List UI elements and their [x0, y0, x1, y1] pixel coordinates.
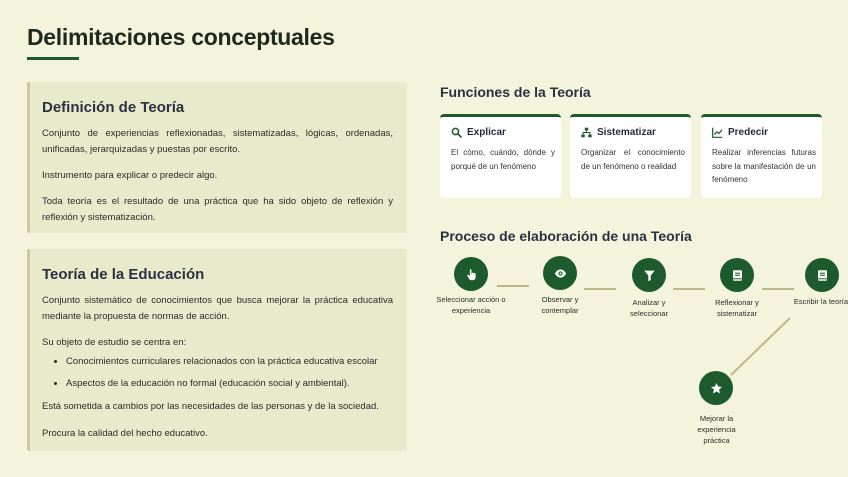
definicion-p2: Instrumento para explicar o predecir algo. — [42, 170, 218, 181]
step-label: Reflexionar y sistematizar — [715, 298, 759, 318]
chart-line-icon — [712, 127, 723, 138]
card-sistematizar — [570, 114, 691, 198]
educacion-p3: Está sometida a cambios por las necesidades de las personas y de la sociedad. — [42, 401, 379, 412]
connector-diagonal — [728, 316, 792, 378]
step-label: Seleccionar acción o experiencia — [436, 295, 506, 315]
filter-icon — [643, 269, 656, 282]
search-icon — [451, 127, 462, 138]
hand-pointer-icon — [465, 268, 478, 281]
card-text: Organizar el conocimiento de un fenómeno o realidad — [581, 148, 685, 171]
card-predecir — [701, 114, 822, 198]
step-mejorar — [699, 371, 733, 405]
step-label: Escribir la teoría — [793, 297, 848, 306]
step-reflexionar — [720, 258, 754, 292]
proceso-heading: Proceso de elaboración de una Teoría — [440, 228, 692, 244]
card-title: Explicar — [467, 127, 506, 138]
step-label: Observar y contemplar — [541, 295, 579, 315]
connector — [673, 288, 705, 290]
definicion-heading: Definición de Teoría — [42, 99, 185, 116]
title-underline — [27, 57, 79, 60]
eye-icon — [554, 267, 567, 280]
step-escribir — [805, 258, 839, 292]
step-analizar — [632, 258, 666, 292]
book-icon — [731, 269, 744, 282]
step-observar — [543, 256, 577, 290]
page-title: Delimitaciones conceptuales — [27, 24, 335, 50]
book-icon — [816, 269, 829, 282]
educacion-p2: Su objeto de estudio se centra en: — [42, 337, 187, 348]
educacion-p4: Procura la calidad del hecho educativo. — [42, 428, 208, 439]
card-title: Predecir — [728, 127, 769, 138]
educacion-bullet: • Aspectos de la educación no formal (educación social y ambiental). — [66, 373, 393, 395]
definicion-panel — [27, 82, 407, 233]
connector — [497, 285, 529, 287]
card-title: Sistematizar — [597, 127, 656, 138]
educacion-bullet: • Conocimientos curriculares relacionados con la práctica educativa escolar — [66, 351, 393, 373]
step-seleccionar — [454, 257, 488, 291]
card-text: Realizar inferencias futuras sobre la manifestación de un fenómeno — [712, 148, 816, 184]
educacion-bullets — [42, 351, 393, 395]
educacion-heading: Teoría de la Educación — [42, 266, 205, 283]
educacion-p1: Conjunto sistemático de conocimientos que busca mejorar la práctica educativa mediante la propuesta de normas de acción. — [42, 295, 393, 322]
definicion-p1: Conjunto de experiencias reflexionadas, sistematizadas, lógicas, ordenadas, unificadas, jerarquizadas y puestas por escrito. — [42, 128, 393, 155]
sitemap-icon — [581, 127, 592, 138]
connector — [584, 288, 616, 290]
connector — [762, 288, 794, 290]
card-text: El cómo, cuándo, dónde y porqué de un fenómeno — [451, 148, 555, 171]
step-label: Analizar y seleccionar — [630, 298, 668, 318]
star-icon — [710, 382, 723, 395]
card-explicar — [440, 114, 561, 198]
step-label: Mejorar la experiencia práctica — [697, 414, 736, 445]
definicion-p3: Toda teoría es el resultado de una práctica que ha sido objeto de reflexión y reflexión y sistematización. — [42, 196, 393, 223]
educacion-panel — [27, 249, 407, 451]
funciones-heading: Funciones de la Teoría — [440, 84, 591, 100]
